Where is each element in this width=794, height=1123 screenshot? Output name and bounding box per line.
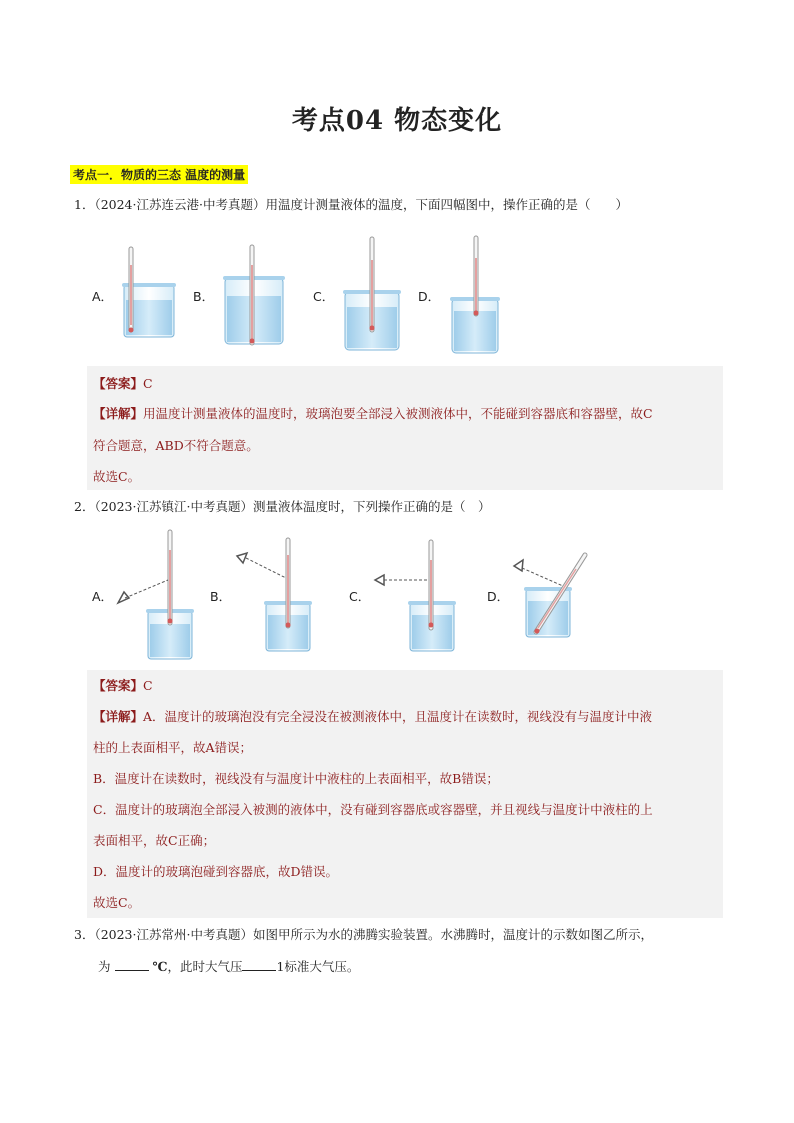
- question-text: 测量液体温度时，下列操作正确的是（ ）: [252, 499, 491, 514]
- q2-figure-b: [237, 538, 312, 651]
- question-source: （2024·江苏连云港·中考真题）: [94, 197, 266, 212]
- q2-detail-line-2: 柱的上表面相平，故A错误；: [93, 740, 253, 755]
- question-number: 1．: [74, 197, 95, 212]
- question-number: 2．: [74, 499, 95, 514]
- question-text: 用温度计测量液体的温度，下面四幅图中，操作正确的是（ ）: [265, 197, 628, 212]
- q1-figure-c: [343, 237, 401, 350]
- q1-figure-d: [450, 236, 500, 353]
- q2-detail-line-4: C．温度计的玻璃泡全部浸入被测的液体中，没有碰到容器底或容器壁，并且视线与温度计中液柱的上: [93, 802, 653, 817]
- unit-label: ℃: [152, 959, 168, 974]
- q2-choose-line: 故选C。: [93, 895, 141, 910]
- section-heading: 考点一．物质的三态 温度的测量: [70, 165, 248, 184]
- q1-figure-b: [223, 245, 285, 345]
- answer-blank-2[interactable]: [242, 958, 276, 971]
- q2-figure-c: [375, 540, 456, 651]
- q2-detail-line-3: B．温度计在读数时，视线没有与温度计中液柱的上表面相平，故B错误；: [93, 771, 499, 786]
- q1-detail-line-1: 【详解】用温度计测量液体的温度时，玻璃泡要全部浸入被测液体中，不能碰到容器底和容器壁，故C: [93, 406, 653, 421]
- question-source: （2023·江苏常州·中考真题）: [94, 927, 253, 942]
- q2-detail-line-6: D．温度计的玻璃泡碰到容器底，故D错误。: [93, 864, 339, 879]
- q2-figure-d: [514, 555, 585, 637]
- q1-answer-box: [87, 366, 723, 490]
- answer-blank-1[interactable]: [115, 958, 149, 971]
- q2-figure-a: [118, 530, 194, 659]
- q1-detail-line-2: 符合题意，ABD不符合题意。: [93, 438, 259, 453]
- q2-detail-line-5: 表面相平，故C正确；: [93, 833, 216, 848]
- q1-answer-line: 【答案】C: [93, 376, 153, 391]
- question-number: 3．: [74, 927, 95, 942]
- q2-option-b-label: B．: [210, 589, 232, 604]
- q2-answer-box: [87, 670, 723, 918]
- q1-option-c-label: C．: [313, 289, 335, 304]
- question-3: [74, 926, 653, 944]
- question-3-line-2: 为 ℃，此时大气压 1标准大气压。: [98, 959, 360, 974]
- q2-option-a-label: A．: [92, 589, 114, 604]
- question-source: （2023·江苏镇江·中考真题）: [94, 499, 253, 514]
- q2-answer-line: 【答案】C: [93, 678, 153, 693]
- q1-choose-line: 故选C。: [93, 469, 141, 484]
- question-text: 如图甲所示为水的沸腾实验装置。水沸腾时，温度计的示数如图乙所示，: [252, 927, 653, 942]
- q1-figure-a: [122, 247, 176, 337]
- q1-option-b-label: B．: [193, 289, 215, 304]
- page-title: 考点04 物态变化: [291, 106, 503, 136]
- q2-option-d-label: D．: [487, 589, 510, 604]
- q2-option-c-label: C．: [349, 589, 371, 604]
- q1-option-a-label: A．: [92, 289, 114, 304]
- q1-option-d-label: D．: [418, 289, 441, 304]
- q2-detail-line-1: 【详解】A．温度计的玻璃泡没有完全浸没在被测液体中，且温度计在读数时，视线没有与温度计中液: [93, 709, 653, 724]
- question-2: [74, 498, 490, 516]
